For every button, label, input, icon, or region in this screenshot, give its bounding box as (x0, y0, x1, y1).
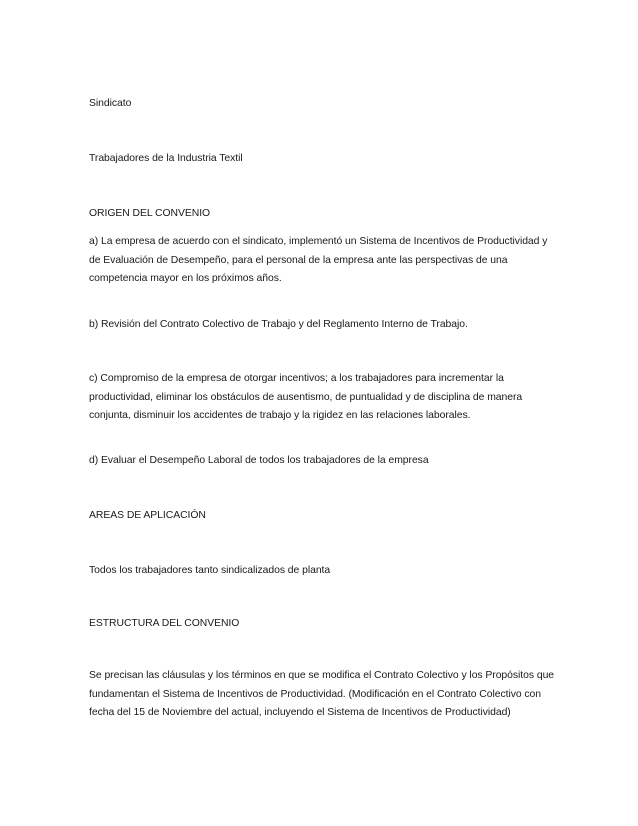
union-label: Sindicato (89, 98, 132, 109)
section-heading-origin: ORIGEN DEL CONVENIO (89, 208, 211, 219)
paragraph-structure: Se precisan las cláusulas y los términos en que se modifica el Contrato Colectivo y los Propósitos que fundamentan el Sistema de Incentivos de Productividad. (Modificación en el Contrato Colectivo con fecha del 15 de Noviembre del actual, incluyendo el Sistema de Incentivos de Productividad) (89, 670, 555, 718)
section-heading-structure: ESTRUCTURA DEL CONVENIO (89, 618, 240, 629)
paragraph-origin-c: c) Compromiso de la empresa de otorgar incentivos; a los trabajadores para incrementar la productividad, eliminar los obstáculos de ausentismo, de puntualidad y de disciplina de manera conjunta, disminuir los accidentes de trabajo y la rigidez en las relaciones laborales. (89, 373, 523, 421)
paragraph-areas: Todos los trabajadores tanto sindicalizados de planta (89, 565, 331, 576)
section-heading-areas: AREAS DE APLICACIÓN (89, 510, 206, 521)
paragraph-origin-d: d) Evaluar el Desempeño Laboral de todos los trabajadores de la empresa (89, 455, 429, 466)
union-name: Trabajadores de la Industria Textil (89, 153, 243, 164)
paragraph-origin-a: a) La empresa de acuerdo con el sindicato, implementó un Sistema de Incentivos de Productividad y de Evaluación de Desempeño, para el personal de la empresa ante las perspectivas de una competencia mayor en los próximos años. (89, 236, 548, 284)
paragraph-origin-b: b) Revisión del Contrato Colectivo de Trabajo y del Reglamento Interno de Trabajo. (89, 319, 468, 330)
